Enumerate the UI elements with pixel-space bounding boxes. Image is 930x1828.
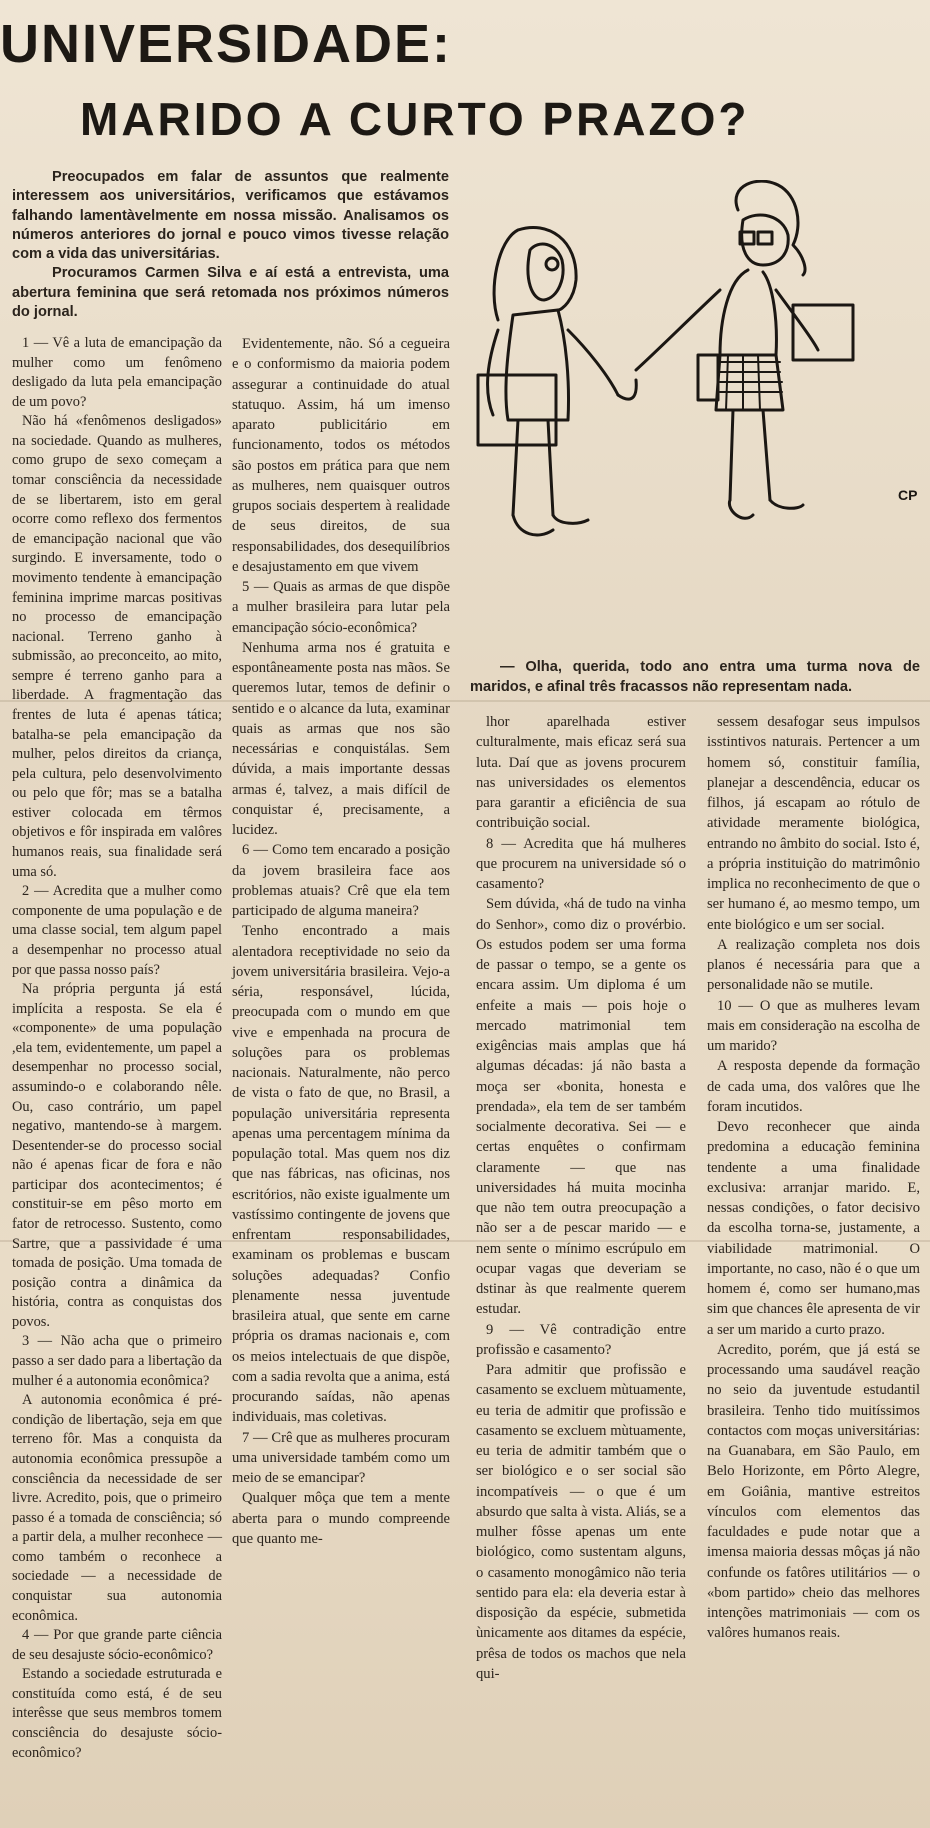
article-paragraph: lhor aparelhada estiver culturalmente, mais eficaz será sua luta. Daí que as jovens procurem nas universidades os elementos para garantir a eficiência de sua contribuição social. [476,714,686,832]
article-paragraph: Evidentemente, não. Só a cegueira e o conformismo da maioria podem assegurar a continuidade do atual statuquo. Assim, há um imenso aparato publicitário em funcionamento, todos os métodos são postos em prática para que nem as mulheres, nem quaisquer outros grupos sociais despertem à realidade de seus direitos, de sua responsabilidades, dos desequilíbrios e desajustamento em que vivem [232,336,450,575]
article-paragraph: Tenho encontrado a mais alentadora receptividade no seio da jovem universitária brasileira. Vejo-a séria, responsável, lúcida, preocupada com o mundo em que vive e empenhada na procura de soluções para os problemas nacionais. Naturalmente, não perco de vista o fato de que, no Brasil, a população universitária representa apenas uma percentagem mínima da população total. Mas quem nos diz que nas fábricas, nas oficinas, nos escritórios, não existe igualmente um vastíssimo contingente de jovens que enfrentam responsabilidades, examinam os problemas e buscam soluções adequadas? Confio plenamente nessa juventude brasileira atual, que sente em carne própria os dramas nacionais e, com os meios intelectuais de que dispõe, com a sadia revolta que a anima, está procurando saídas, não apenas individuais, mas coletivas. [232,923,450,1426]
article-paragraph: Na própria pergunta já está implícita a resposta. Se ela é «componente» de uma população ,ela tem, evidentemente, um papel a desempenhar no processo social, assumindo-o e colaborando nêle. Ou, caso contrário, um papel negativo, mantendo-se à margem. Desentender-se do processo social não é apenas ficar de fora e não participar dos acontecimentos; é constituir-se em pêso morto em fator de retrocesso. Sustento, como Sartre, que a passividade é uma tomada de posição. Uma tomada de posição contra a dinâmica da história, contra as conquistas dos povos. [12,981,222,1330]
article-paragraph: A autonomia econômica é pré-condição de libertação, seja em que terreno fôr. Mas a conquista da autonomia econômica pressupõe a consciência da necessidade de ser livre. Acredito, pois, que o primeiro passo é a tomada de consciência; só a partir dela, a mulher reconhece — como também o reconhece a sociedade — a necessidade de conquistar sua autonomia econômica. [12,1392,222,1624]
article-paragraph: Sem dúvida, «há de tudo na vinha do Senhor», como diz o provérbio. Os estudos podem ser uma forma de passar o tempo, se a gente os encara assim. Um diploma é um enfeite a mais — pois hoje o mercado matrimonial tem exigências mais amplas que há algumas décadas: já não basta a moça ser «bonita, honesta e prendada», ela tem de ser também socialmente decorativa. Sei — e certas enquêtes o confirmam claramente — que nas universidades há muita mocinha que não tem outra preocupação a não ser a de pescar marido — e nem sente o mínimo escrúpulo em ocupar vagas que deveriam se dstinar às que realmente querem estudar. [476,896,686,1318]
article-paragraph: A resposta depende da formação de cada uma, dos valôres que lhe foram incutidos. [707,1058,920,1115]
article-paragraph: 7 — Crê que as mulheres procuram uma universidade também como um meio de se emancipar? [232,1429,450,1486]
article-column-1 [12,334,222,1763]
intro-lead [12,168,449,322]
article-paragraph: 8 — Acredita que há mulheres que procurem na universidade só o casamento? [476,835,686,892]
article-column-2 [232,334,450,1549]
article-column-4 [707,712,920,1644]
article-paragraph: 6 — Como tem encarado a posição da jovem brasileira face aos problemas atuais? Crê que ela tem participado de alguma maneira? [232,842,450,919]
article-paragraph: Estando a sociedade estruturada e constituída como está, é de seu interêsse que seus membros tomem consciência do desajuste sócio-econômico? [12,1666,222,1761]
left-face [528,244,563,300]
article-paragraph: Acredito, porém, que já está se processando uma saudável reação no seio da juventude estudantil brasileira. Tenho tido muitíssimos contactos com moças universitárias: na Guanabara, em São Paulo, em Belo Horizonte, em Pôrto Alegre, em Goiânia, mantive estreitos vínculos com elementos das faculdades e pude notar que a imensa maioria dessas môças já não confunde os fatôres utilitários — o «bom partido» cheio das melhores intenções matrimoniais — com os valôres humanos reais. [707,1341,920,1642]
article-paragraph: Nenhuma arma nos é gratuita e espontâneamente posta nas mãos. Se queremos lutar, temos de definir o sentido e o alcance da luta, examinar quais as armas que nos são necessárias e conquistálas. Sem dúvida, a mais importante dessas armas é, talvez, a mais difícil de conquistar é, precisamente, a lucidez. [232,639,450,838]
right-face [742,215,789,265]
article-paragraph: Não há «fenômenos desligados» na sociedade. Quando as mulheres, como grupo de sexo começam a tomar consciência da necessidade de se libertarem, isto em geral ocorre como reflexo dos fermentos de emancipação nacional que vão surgindo. E inversamente, todo o movimento tendente à emancipação feminina imprime marcas positivas no processo de emancipação nacional. Terreno ganho à submissão, ao preconceito, ao mito, sempre é terreno ganho para a liberdade. A fragmentação das frentes de luta é apenas tática; batalha-se pela emancipação da mulher, pelos direitos da criança, pela cultura, pelo desenvolvimento ou pelo que fôr; mas se a batalha estiver colocada em têrmos objetivos e fôr inspirada em valôres humanos reais, sua finalidade será uma só. [12,413,222,880]
cartoon-caption: — Olha, querida, todo ano entra uma turma nova de maridos, e afinal três fracassos não representam nada. [470,659,920,695]
article-paragraph: Para admitir que profissão e casamento se excluem mùtuamente, eu teria de admitir que profissão e casamento se excluem mùtuamente, eu teria de admitir também que o ser biológico e o ser social são incompatíveis — o que é um absurdo que salta à vista. Aliás, se a mulher fôsse apenas um ente biológico, como sustentam alguns, o casamento monogâmico não teria sentido para ela: ela deveria estar à disposição da espécie, submetida ùnicamente aos ditames da espécie, prêsa de todos os machos que nela qui- [476,1362,686,1682]
article-paragraph: sessem desafogar seus impulsos isstintivos naturais. Pertencer a um homem só, constituir família, planejar a descendência, educar os filhos, já escapam ao rótulo de atividade meramente biológica, entrando no âmbito do social. Isto é, a própria instituição do matrimônio implica no reconhecimento de que o ser humano é, ao mesmo tempo, um ente biológico e um ser social. [707,714,920,933]
subheadline: MARIDO A CURTO PRAZO? [80,93,750,145]
article-paragraph: Qualquer môça que tem a mente aberta para o mundo compreende que quanto me- [232,1490,450,1547]
artist-signature: CP [898,487,918,503]
article-paragraph: Devo reconhecer que ainda predomina a educação feminina tendente a uma finalidade exclusiva: arranjar marido. E, nessas condições, o fator decisivo da escolha torna-se, justamente, a viabilidade matrimonial. O importante, no caso, não é o que um homem é, como ser humano,mas sim que chances êle apresenta de vir a ser um marido a curto prazo. [707,1119,920,1338]
article-paragraph: A realização completa nos dois planos é necessária para que a personalidade não se mutile. [707,936,920,994]
article-paragraph: 2 — Acredita que a mulher como componente de uma população e de uma classe social, tem algum papel a desempenhar no processo atual por que passa nosso país? [12,883,222,978]
intro-paragraph: Preocupados em falar de assuntos que realmente interessem aos universitários, verificamos que estávamos falhando lamentàvelmente em nossa missão. Analisamos os números anteriores do jornal e pouco vimos tivesse relação com a vida das universitárias. [12,169,449,263]
article-paragraph: 9 — Vê contradição entre profissão e casamento? [476,1321,686,1358]
article-column-3 [476,712,686,1684]
article-paragraph: 3 — Não acha que o primeiro passo a ser dado para a libertação da mulher é a autonomia econômica? [12,1333,222,1389]
article-paragraph: 10 — O que as mulheres levam mais em consideração na escolha de um marido? [707,997,920,1054]
article-paragraph: 1 — Vê a luta de emancipação da mulher como um fenômeno desligado da luta pela emancipação de um povo? [12,335,222,410]
intro-paragraph: Procuramos Carmen Silva e aí está a entrevista, uma abertura feminina que será retomada nos próximos números do jornal. [12,265,449,321]
article-paragraph: 5 — Quais as armas de que dispõe a mulher brasileira para lutar pela emancipação sócio-econômica? [232,579,450,636]
headline: UNIVERSIDADE: [0,14,453,74]
article-paragraph: 4 — Por que grande parte ciência de seu desajuste sócio-econômico? [12,1627,222,1663]
cartoon-illustration [458,180,928,650]
